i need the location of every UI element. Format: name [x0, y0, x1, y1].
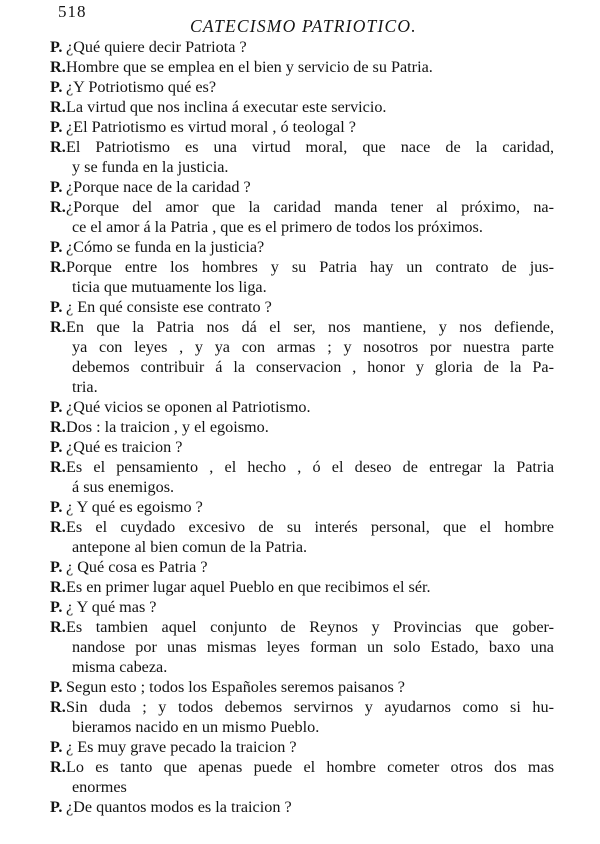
text-line: [50, 337, 554, 357]
line-text: ¿Porque nace de la caridad ?: [66, 178, 251, 196]
line-text: antepone al bien comun de la Patria.: [72, 538, 308, 556]
question-entry: [50, 557, 554, 577]
line-text: ce el amor á la Patria , que es el primero de todos los próximos.: [72, 218, 483, 236]
answer-entry: [50, 577, 554, 597]
text-line: [50, 497, 554, 517]
line-text: ¿ Y qué mas ?: [66, 598, 157, 616]
running-title: CATECISMO PATRIOTICO.: [190, 16, 417, 36]
line-text: ¿ Es muy grave pecado la traicion ?: [66, 738, 297, 756]
answer-entry: [50, 617, 554, 677]
answer-entry: [50, 697, 554, 737]
text-line: [50, 57, 554, 77]
text-line: [50, 437, 554, 457]
question-entry: [50, 37, 554, 57]
text-line: [50, 657, 554, 677]
line-text: La virtud que nos inclina á executar este servicio.: [66, 98, 387, 116]
question-marker: P.: [50, 118, 63, 136]
line-text: Es tambien aquel conjunto de Reynos y Provincias que gober-: [66, 618, 554, 636]
line-text: ¿Cómo se funda en la justicia?: [66, 238, 265, 256]
line-text: nandose por unas mismas leyes forman un solo Estado, baxo una: [72, 638, 554, 656]
answer-marker: R.: [50, 578, 66, 596]
answer-marker: R.: [50, 198, 66, 216]
line-text: ¿Y Potriotismo qué es?: [66, 78, 217, 96]
text-line: [50, 417, 554, 437]
catechism-text: [50, 37, 554, 817]
line-text: ticia que mutuamente los liga.: [72, 278, 267, 296]
question-marker: P.: [50, 178, 63, 196]
text-line: [50, 477, 554, 497]
text-line: [50, 597, 554, 617]
line-text: ¿Qué vicios se oponen al Patriotismo.: [66, 398, 311, 416]
question-marker: P.: [50, 298, 63, 316]
text-line: [50, 97, 554, 117]
answer-entry: [50, 757, 554, 797]
question-entry: [50, 177, 554, 197]
question-entry: [50, 497, 554, 517]
text-line: [50, 177, 554, 197]
line-text: Es el pensamiento , el hecho , ó el deseo de entregar la Patria: [66, 458, 554, 476]
text-line: [50, 377, 554, 397]
line-text: Lo es tanto que apenas puede el hombre cometer otros dos mas: [66, 758, 554, 776]
answer-entry: [50, 57, 554, 77]
answer-marker: R.: [50, 518, 66, 536]
line-text: Dos : la traicion , y el egoismo.: [66, 418, 269, 436]
text-line: [50, 37, 554, 57]
text-line: [50, 697, 554, 717]
line-text: Sin duda ; y todos debemos servirnos y ayudarnos como si hu-: [66, 698, 554, 716]
text-line: [50, 277, 554, 297]
question-entry: [50, 437, 554, 457]
line-text: y se funda en la justicia.: [72, 158, 229, 176]
line-text: ¿Qué quiere decir Patriota ?: [66, 38, 247, 56]
line-text: ¿Porque del amor que la caridad manda tener al próximo, na-: [66, 198, 554, 216]
line-text: bieramos nacido en un mismo Pueblo.: [72, 718, 320, 736]
text-line: [50, 517, 554, 537]
line-text: misma cabeza.: [72, 658, 168, 676]
text-line: [50, 777, 554, 797]
question-marker: P.: [50, 438, 63, 456]
line-text: ¿El Patriotismo es virtud moral , ó teologal ?: [66, 118, 356, 136]
answer-entry: [50, 517, 554, 557]
text-line: [50, 297, 554, 317]
answer-entry: [50, 137, 554, 177]
text-line: [50, 797, 554, 817]
line-text: ¿ Y qué es egoismo ?: [66, 498, 203, 516]
line-text: enormes: [72, 778, 127, 796]
text-line: [50, 737, 554, 757]
line-text: Porque entre los hombres y su Patria hay un contrato de jus-: [66, 258, 554, 276]
text-line: [50, 557, 554, 577]
question-entry: [50, 237, 554, 257]
line-text: Es el cuydado excesivo de su interés personal, que el hombre: [66, 518, 554, 536]
answer-marker: R.: [50, 58, 66, 76]
question-entry: [50, 297, 554, 317]
text-line: [50, 677, 554, 697]
text-line: [50, 237, 554, 257]
question-entry: [50, 737, 554, 757]
text-line: [50, 577, 554, 597]
text-line: [50, 157, 554, 177]
line-text: tria.: [72, 378, 98, 396]
text-line: [50, 757, 554, 777]
text-line: [50, 637, 554, 657]
question-marker: P.: [50, 798, 63, 816]
answer-entry: [50, 417, 554, 437]
text-line: [50, 77, 554, 97]
answer-entry: [50, 257, 554, 297]
line-text: Segun esto ; todos los Españoles seremos paisanos ?: [66, 678, 405, 696]
answer-marker: R.: [50, 458, 66, 476]
question-entry: [50, 77, 554, 97]
text-line: [50, 117, 554, 137]
text-line: [50, 457, 554, 477]
text-line: [50, 257, 554, 277]
answer-marker: R.: [50, 618, 66, 636]
text-line: [50, 397, 554, 417]
question-marker: P.: [50, 558, 63, 576]
line-text: ¿De quantos modos es la traicion ?: [66, 798, 292, 816]
text-line: [50, 537, 554, 557]
text-line: [50, 137, 554, 157]
answer-marker: R.: [50, 418, 66, 436]
question-entry: [50, 597, 554, 617]
question-entry: [50, 797, 554, 817]
line-text: ¿ Qué cosa es Patria ?: [66, 558, 208, 576]
answer-entry: [50, 197, 554, 237]
answer-marker: R.: [50, 138, 66, 156]
line-text: Es en primer lugar aquel Pueblo en que recibimos el sér.: [66, 578, 431, 596]
line-text: Hombre que se emplea en el bien y servicio de su Patria.: [66, 58, 433, 76]
text-line: [50, 617, 554, 637]
question-marker: P.: [50, 678, 63, 696]
line-text: á sus enemigos.: [72, 478, 175, 496]
text-line: [50, 317, 554, 337]
answer-entry: [50, 457, 554, 497]
answer-marker: R.: [50, 318, 66, 336]
question-marker: P.: [50, 238, 63, 256]
line-text: debemos contribuir á la conservacion , honor y gloria de la Pa-: [72, 358, 554, 376]
question-marker: P.: [50, 398, 63, 416]
question-marker: P.: [50, 498, 63, 516]
question-marker: P.: [50, 38, 63, 56]
line-text: ¿ En qué consiste ese contrato ?: [66, 298, 272, 316]
text-line: [50, 197, 554, 217]
text-line: [50, 217, 554, 237]
text-line: [50, 717, 554, 737]
answer-marker: R.: [50, 258, 66, 276]
question-entry: [50, 397, 554, 417]
question-entry: [50, 117, 554, 137]
line-text: El Patriotismo es una virtud moral, que nace de la caridad,: [66, 138, 554, 156]
line-text: En que la Patria nos dá el ser, nos mantiene, y nos defiende,: [66, 318, 554, 336]
question-marker: P.: [50, 738, 63, 756]
question-marker: P.: [50, 78, 63, 96]
line-text: ya con leyes , y ya con armas ; y nosotros por nuestra parte: [72, 338, 554, 356]
answer-marker: R.: [50, 98, 66, 116]
answer-entry: [50, 317, 554, 397]
question-marker: P.: [50, 598, 63, 616]
page-number: 518: [58, 2, 87, 21]
line-text: ¿Qué es traicion ?: [66, 438, 183, 456]
answer-entry: [50, 97, 554, 117]
answer-marker: R.: [50, 698, 66, 716]
question-entry: [50, 677, 554, 697]
text-line: [50, 357, 554, 377]
answer-marker: R.: [50, 758, 66, 776]
